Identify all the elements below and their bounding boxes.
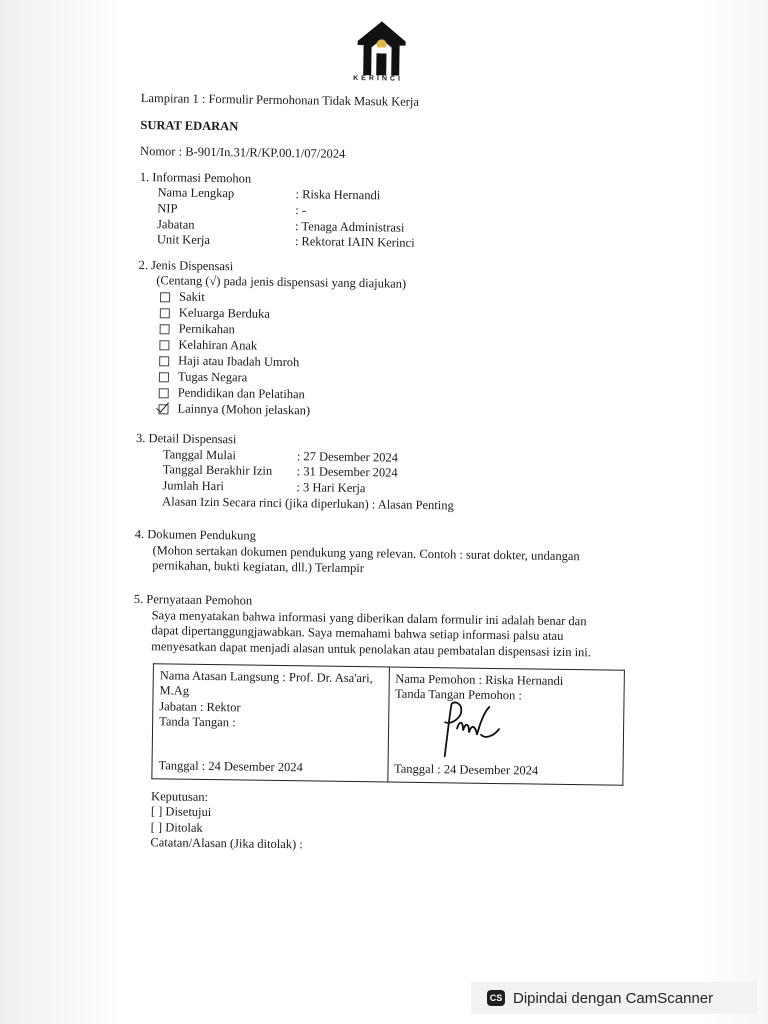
supervisor-signature-label: Tanda Tangan : xyxy=(159,714,236,730)
checkbox-label: Pendidikan dan Pelatihan xyxy=(177,385,305,402)
document-title: SURAT EDARAN xyxy=(140,118,239,134)
field-label: Tanggal Berakhir Izin xyxy=(162,462,273,479)
field-label: Jumlah Hari xyxy=(162,478,224,494)
attachment-line: Lampiran 1 : Formulir Permohonan Tidak Masuk Kerja xyxy=(140,90,420,109)
applicant-fields xyxy=(139,185,640,254)
statement-line1: Saya menyatakan bahwa informasi yang diberikan dalam formulir ini adalah benar dan xyxy=(151,607,587,628)
statement-line2: dapat dipertanggungjawabkan. Saya memahami bahwa setiap informasi palsu atau xyxy=(151,623,564,644)
iain-kerinci-logo-icon xyxy=(349,19,414,78)
statement-line3: menyesatkan dapat menjadi alasan untuk penolakan atau pembatalan dispensasi izin ini. xyxy=(151,639,592,660)
section-heading: 1. Informasi Pemohon xyxy=(139,169,252,186)
applicant-name: Nama Pemohon : Riska Hernandi xyxy=(395,671,564,688)
handwritten-signature-icon xyxy=(426,698,507,761)
instruction-text: (Centang (√) pada jenis dispensasi yang diajukan) xyxy=(156,273,407,292)
watermark-text: Dipindai dengan CamScanner xyxy=(513,989,714,1007)
checkbox-icon[interactable] xyxy=(159,388,169,398)
checkmark-icon[interactable] xyxy=(158,404,168,414)
checkbox-label: Tugas Negara xyxy=(177,369,248,385)
field-value: : 3 Hari Kerja xyxy=(296,480,366,496)
section-dispensation-detail xyxy=(135,431,636,516)
field-label: Tanggal Mulai xyxy=(162,446,237,462)
checkbox-icon[interactable] xyxy=(160,292,170,302)
field-value: : 31 Desember 2024 xyxy=(296,464,398,480)
checkbox-icon[interactable] xyxy=(159,372,169,382)
field-label: Nama Lengkap xyxy=(157,185,235,201)
checkbox-icon[interactable] xyxy=(160,308,170,318)
checkbox-label: Sakit xyxy=(178,289,205,305)
checkbox-icon[interactable] xyxy=(159,356,169,366)
field-value: : Tenaga Administrasi xyxy=(294,218,405,235)
documents-text-line1: (Mohon sertakan dokumen pendukung yang relevan. Contoh : surat dokter, undangan xyxy=(152,542,580,563)
decision-rejected: [ ] Ditolak xyxy=(150,819,203,835)
decision-approved: [ ] Disetujui xyxy=(150,804,212,820)
supervisor-name-cont: M.Ag xyxy=(159,683,190,698)
checkbox-label: Pernikahan xyxy=(178,321,235,337)
section-heading: 2. Jenis Dispensasi xyxy=(138,257,234,274)
supervisor-date: Tanggal : 24 Desember 2024 xyxy=(158,758,303,775)
field-value: : Rektorat IAIN Kerinci xyxy=(294,234,415,250)
decision-section xyxy=(130,788,631,857)
field-label: Jabatan xyxy=(157,216,195,232)
checkbox-label: Kelahiran Anak xyxy=(178,337,258,353)
checkbox-icon[interactable] xyxy=(159,340,169,350)
document-body xyxy=(130,16,642,858)
field-value: : Riska Hernandi xyxy=(295,187,381,203)
section-heading: 3. Detail Dispensasi xyxy=(136,430,237,447)
decision-notes: Catatan/Alasan (Jika ditolak) : xyxy=(150,835,303,852)
checkbox-label: Haji atau Ibadah Umroh xyxy=(178,353,300,370)
supervisor-name: Nama Atasan Langsung : Prof. Dr. Asa'ari, xyxy=(159,667,373,685)
supervisor-position: Jabatan : Rektor xyxy=(159,699,241,715)
section-applicant-statement xyxy=(133,592,634,661)
supervisor-signature-cell xyxy=(152,663,389,781)
detail-fields xyxy=(135,447,636,516)
applicant-date: Tanggal : 24 Desember 2024 xyxy=(393,761,539,778)
field-value: : - xyxy=(295,203,307,218)
field-value: : 27 Desember 2024 xyxy=(296,448,398,465)
checkbox-icon[interactable] xyxy=(160,324,170,334)
cs-icon: CS xyxy=(487,990,505,1006)
documents-text-line2: pernikahan, bukti kegiatan, dll.) Terlampir xyxy=(152,558,365,576)
logo-text: KERINCI xyxy=(353,74,403,83)
checkbox-list xyxy=(136,289,638,424)
decision-heading: Keputusan: xyxy=(151,788,209,804)
document-number: Nomor : B-901/In.31/R/KP.00.1/07/2024 xyxy=(140,143,346,161)
checkbox-label: Keluarga Berduka xyxy=(178,305,271,322)
applicant-signature-cell xyxy=(387,667,624,785)
signature-table xyxy=(151,663,625,786)
field-label: Unit Kerja xyxy=(156,232,211,248)
section-supporting-documents xyxy=(134,527,635,581)
applicant-signature-label: Tanda Tangan Pemohon : xyxy=(394,686,522,703)
section-heading: 5. Pernyataan Pemohon xyxy=(133,591,253,608)
reason-text: Alasan Izin Secara rinci (jika diperlukan) : Alasan Penting xyxy=(162,493,454,512)
section-dispensation-type xyxy=(136,258,638,424)
section-heading: 4. Dokumen Pendukung xyxy=(134,527,257,543)
checkbox-label: Lainnya (Mohon jelaskan) xyxy=(177,401,311,418)
field-label: NIP xyxy=(157,201,178,216)
section-applicant-info xyxy=(139,170,640,255)
camscanner-watermark xyxy=(471,982,757,1014)
